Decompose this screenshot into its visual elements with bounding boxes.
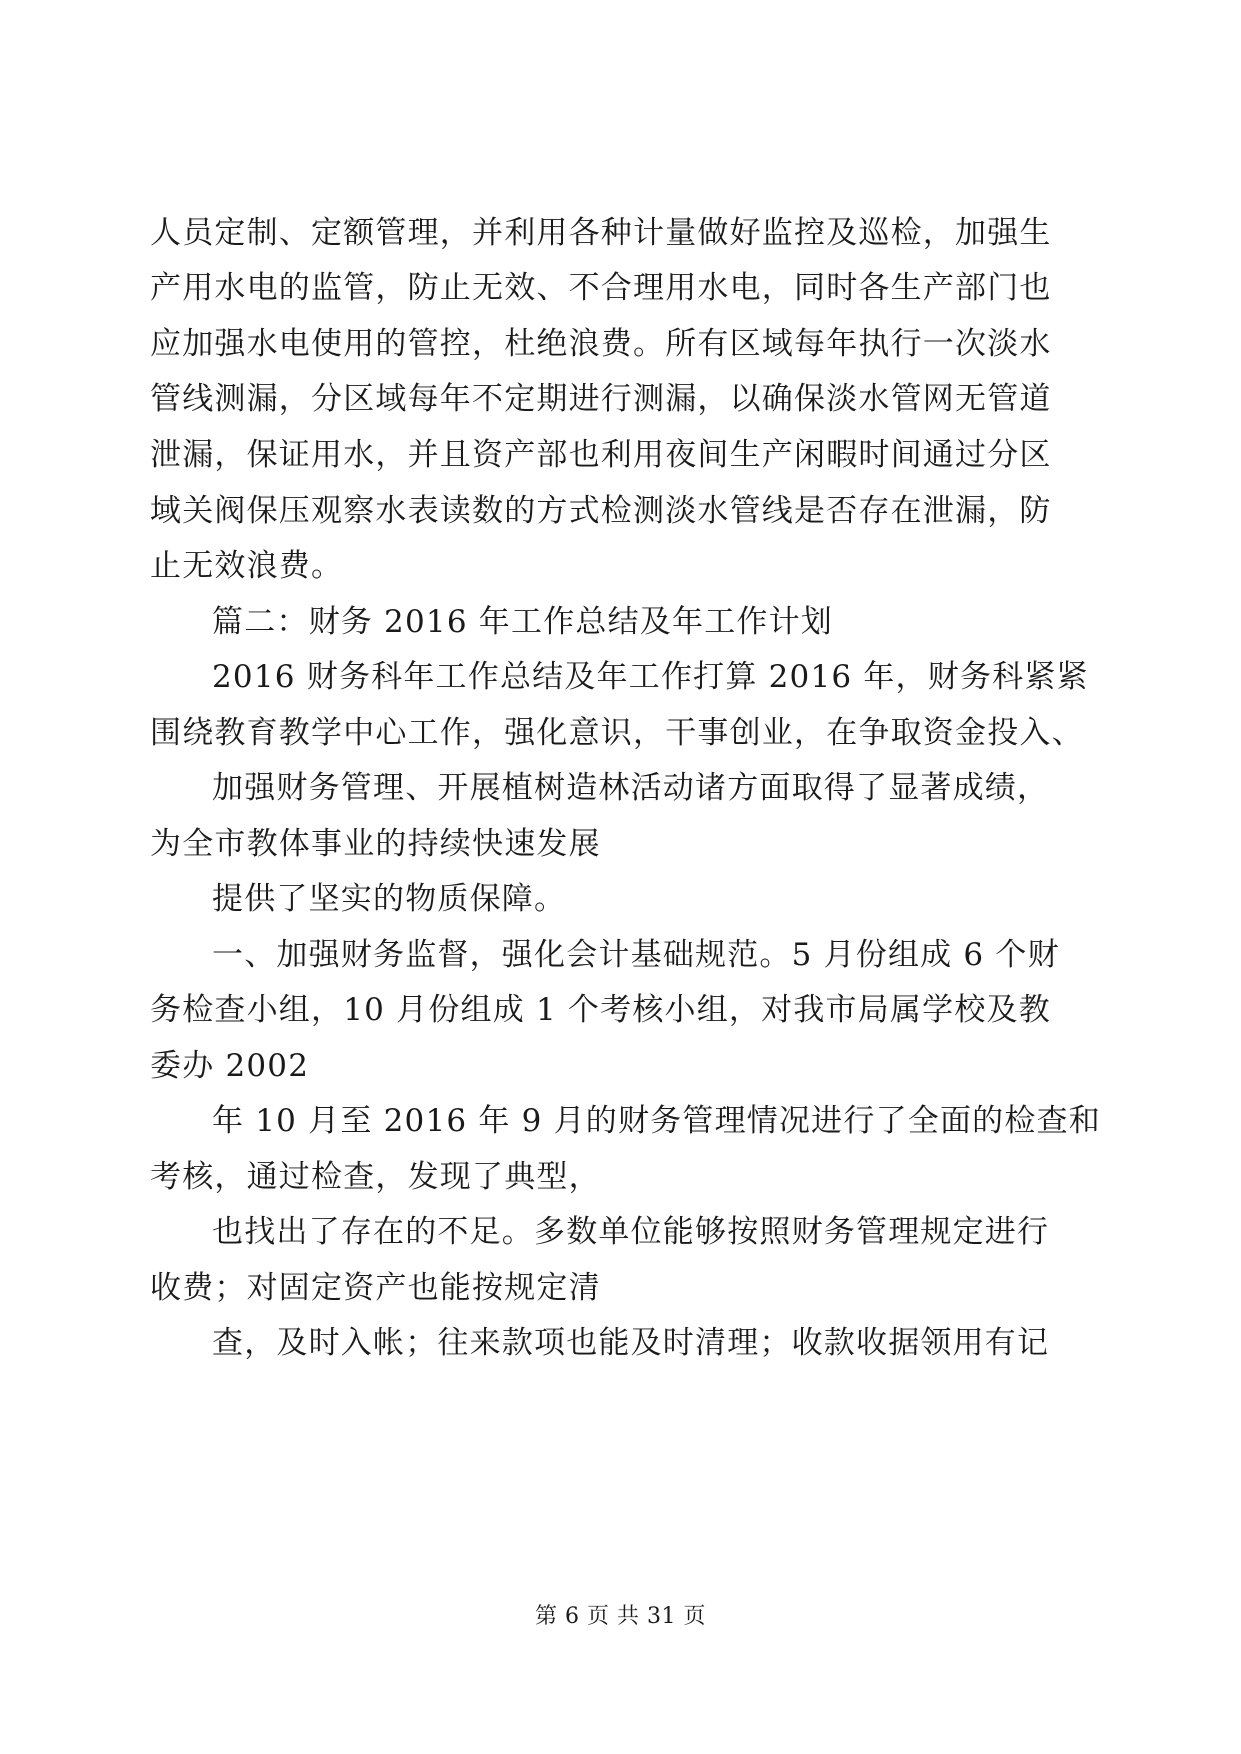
- page-number-footer: 第 6 页 共 31 页: [535, 1604, 706, 1629]
- body-text-line: 一、加强财务监督，强化会计基础规范。5 月份组成 6 个财: [212, 937, 1060, 973]
- body-text-line: 加强财务管理、开展植树造林活动诸方面取得了显著成绩，: [212, 770, 1050, 806]
- body-text-line: 务检查小组，10 月份组成 1 个考核小组，对我市局属学校及教: [150, 992, 1051, 1028]
- body-text-line: 2016 财务科年工作总结及年工作打算 2016 年，财务科紧紧: [212, 659, 1089, 695]
- body-text-line: 围绕教育教学中心工作，强化意识，干事创业，在争取资金投入、: [150, 715, 1084, 751]
- body-text-line: 也找出了存在的不足。多数单位能够按照财务管理规定进行: [212, 1214, 1050, 1250]
- section-heading: 篇二：财务 2016 年工作总结及年工作计划: [212, 604, 833, 640]
- body-text-line: 年 10 月至 2016 年 9 月的财务管理情况进行了全面的检查和: [212, 1103, 1101, 1139]
- body-text-line: 为全市教体事业的持续快速发展: [150, 826, 601, 862]
- body-text-line: 提供了坚实的物质保障。: [212, 881, 567, 917]
- body-text-line: 应加强水电使用的管控，杜绝浪费。所有区域每年执行一次淡水: [150, 326, 1052, 362]
- body-text-line: 人员定制、定额管理，并利用各种计量做好监控及巡检，加强生: [150, 215, 1052, 251]
- body-text-line: 查，及时入帐；往来款项也能及时清理；收款收据领用有记: [212, 1325, 1050, 1361]
- body-text-line: 泄漏，保证用水，并且资产部也利用夜间生产闲暇时间通过分区: [150, 437, 1052, 473]
- body-text-line: 收费；对固定资产也能按规定清: [150, 1270, 601, 1306]
- body-text-line: 产用水电的监管，防止无效、不合理用水电，同时各生产部门也: [150, 270, 1052, 306]
- body-text-line: 止无效浪费。: [150, 548, 344, 584]
- body-text-line: 委办 2002: [150, 1048, 310, 1084]
- body-text-line: 域关阀保压观察水表读数的方式检测淡水管线是否存在泄漏，防: [150, 493, 1052, 529]
- body-text-line: 考核，通过检查，发现了典型，: [150, 1159, 601, 1195]
- body-text-line: 管线测漏，分区域每年不定期进行测漏，以确保淡水管网无管道: [150, 381, 1052, 417]
